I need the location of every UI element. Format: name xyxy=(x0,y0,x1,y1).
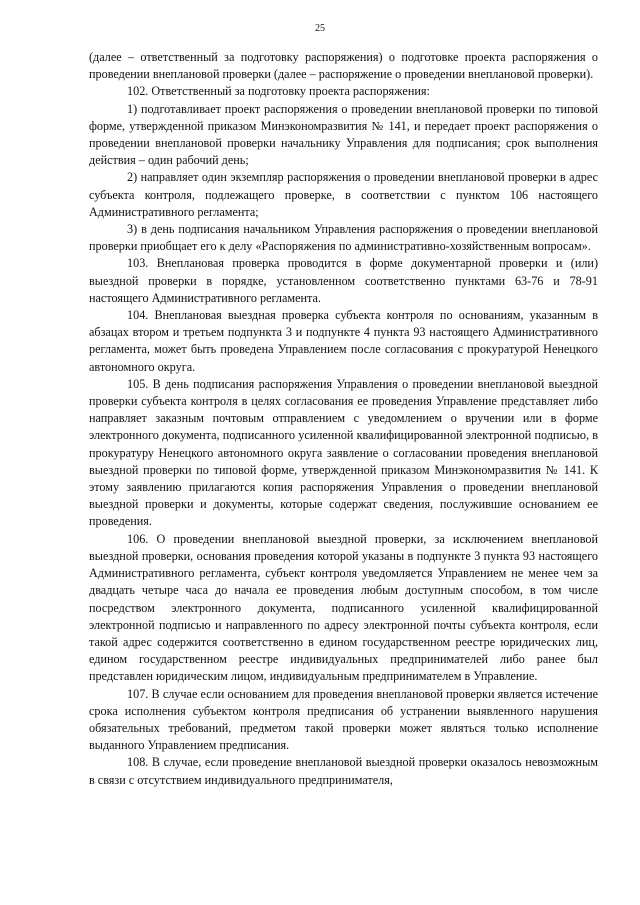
paragraph-104: 104. Внеплановая выездная проверка субъекта контроля по основаниям, указанным в абзацах втором и третьем подпункта 3 и подпункте 4 пункта 93 настоящего Административного регламента, может быть проведена Управлением после согласования с прокуратурой Ненецкого автономного округа. xyxy=(89,308,598,374)
paragraph-continuation: (далее – ответственный за подготовку распоряжения) о подготовке проекта распоряжения о проведении внеплановой проверки (далее – распоряжение о проведении внеплановой проверки). xyxy=(89,50,598,82)
paragraph-102: 102. Ответственный за подготовку проекта распоряжения: xyxy=(127,84,430,99)
paragraph-103: 103. Внеплановая проверка проводится в форме документарной проверки и (или) выездной проверки в порядке, установленном соответственно пунктами 63-76 и 78-91 настоящего Административного регламента. xyxy=(89,256,598,305)
paragraph-102-item-1: 1) подготавливает проект распоряжения о проведении внеплановой проверки по типовой форме, утвержденной приказом Минэкономразвития № 141, и передает проект распоряжения о проведении внеплановой проверки начальнику Управления для подписания; срок выполнения действия – один рабочий день; xyxy=(89,101,598,168)
paragraph-106: 106. О проведении внеплановой выездной проверки, за исключением внеплановой выездной проверки, основания проведения которой указаны в подпункте 3 пункта 93 настоящего Административного регламента, субъект контроля уведомляется Управлением не менее чем за двадцать четыре часа до начала ее проведения любым доступным способом, в том числе посредством электронного документа, подписанного усиленной квалифицированной электронной подписью и направленного по адресу электронной почты субъекта контроля, если такой адрес содержится соответственно в едином государственном реестре юридических лиц, едином государственном реестре индивидуальных предпринимателей либо ранее был представлен юридическим лицом, индивидуальным предпринимателем в Управление. xyxy=(89,531,598,684)
paragraph-105: 105. В день подписания распоряжения Управления о проведении внеплановой выездной проверки субъекта контроля в целях согласования ее проведения Управление представляет либо направляет заказным почтовым отправлением с уведомлением о вручении или в форме электронного документа, подписанного усиленной квалифицированной электронной подписью, в прокуратуру Ненецкого автономного округа заявление о согласовании проведения внеплановой выездной проверки по типовой форме, утвержденной приказом Минэкономразвития № 141. К этому заявлению прилагаются копия распоряжения Управления о проведении внеплановой выездной проверки и документы, которые содержат сведения, послужившие основанием ее проведения. xyxy=(89,376,598,529)
page-number: 25 xyxy=(315,23,325,34)
paragraph-107: 107. В случае если основанием для проведения внеплановой проверки является истечение срока исполнения субъектом контроля предписания об устранении выявленного нарушения обязательных требований, предметом такой проверки может являться только исполнение выданного Управлением предписания. xyxy=(89,686,598,753)
paragraph-102-item-2: 2) направляет один экземпляр распоряжения о проведении внеплановой проверки в адрес субъекта контроля, подлежащего проверке, в соответствии с пунктом 106 настоящего Административного регламента; xyxy=(89,170,598,219)
paragraph-108: 108. В случае, если проведение внеплановой выездной проверки оказалось невозможным в связи с отсутствием индивидуального предпринимателя, xyxy=(89,755,598,787)
paragraph-102-item-3: 3) в день подписания начальником Управления распоряжения о проведении внеплановой проверки приобщает его к делу «Распоряжения по административно-хозяйственным вопросам». xyxy=(89,222,598,254)
document-body xyxy=(89,49,598,789)
